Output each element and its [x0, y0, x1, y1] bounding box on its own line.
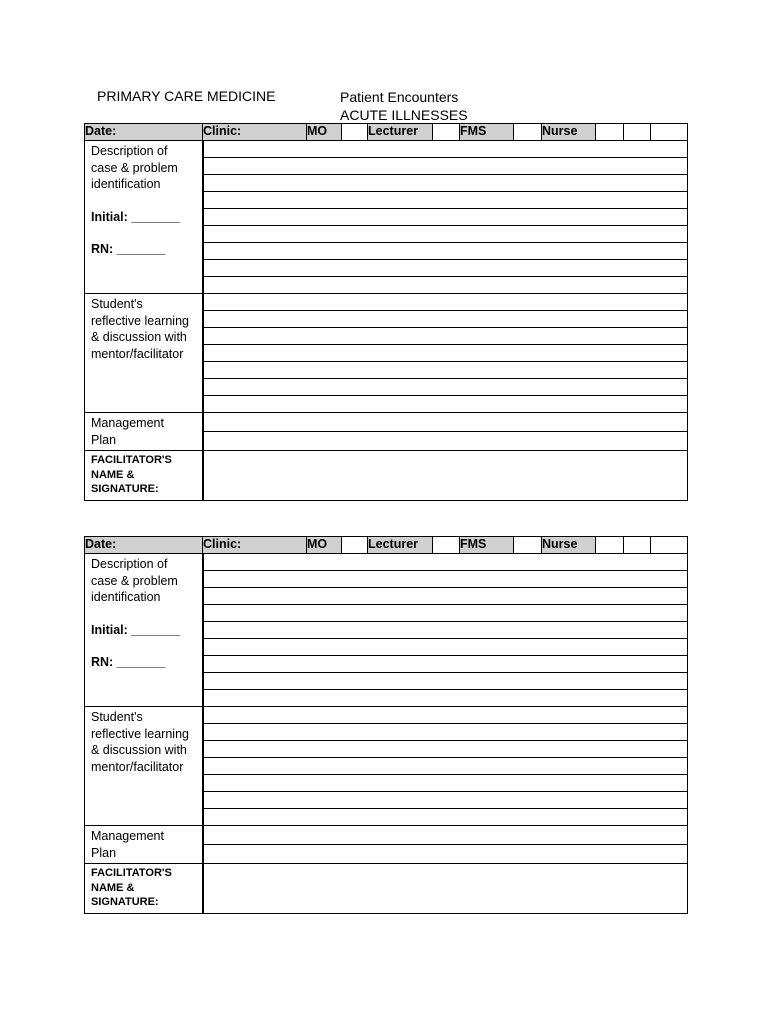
management-line[interactable] — [203, 432, 688, 451]
management-line[interactable] — [203, 413, 688, 432]
description-line[interactable] — [203, 209, 688, 226]
reflection-line[interactable] — [203, 345, 688, 362]
description-label: Description of case & problem identification Initial: _______ RN: _______ — [85, 554, 203, 707]
initial-label: Initial: _______ — [91, 622, 180, 637]
reflection-line[interactable] — [203, 724, 688, 741]
description-line[interactable] — [203, 673, 688, 690]
extra-cell[interactable] — [651, 537, 688, 554]
description-line[interactable] — [203, 588, 688, 605]
clinic-label: Clinic: — [203, 124, 307, 141]
description-line[interactable] — [203, 571, 688, 588]
subtitle-line-2: ACUTE ILLNESSES — [340, 107, 468, 123]
management-line[interactable] — [203, 845, 688, 864]
reflection-line[interactable] — [203, 311, 688, 328]
fms-checkbox[interactable] — [514, 537, 542, 554]
lecturer-label: Lecturer — [368, 537, 433, 554]
extra-cell[interactable] — [651, 124, 688, 141]
description-line[interactable] — [203, 192, 688, 209]
reflection-line[interactable] — [203, 809, 688, 826]
lecturer-checkbox[interactable] — [433, 537, 460, 554]
facilitator-label: FACILITATOR'S NAME & SIGNATURE: — [85, 451, 203, 501]
mo-checkbox[interactable] — [342, 537, 368, 554]
mo-checkbox[interactable] — [342, 124, 368, 141]
description-line[interactable] — [203, 277, 688, 294]
management-plan-label: Management Plan — [85, 826, 203, 864]
description-line[interactable] — [203, 243, 688, 260]
reflection-line[interactable] — [203, 379, 688, 396]
description-line[interactable] — [203, 690, 688, 707]
encounter-form-2 — [84, 536, 688, 914]
rn-label: RN: _______ — [91, 655, 166, 669]
date-label: Date: — [85, 537, 203, 554]
date-label: Date: — [85, 124, 203, 141]
facilitator-signature-field[interactable] — [203, 864, 688, 914]
reflection-line[interactable] — [203, 707, 688, 724]
description-line[interactable] — [203, 175, 688, 192]
nurse-checkbox[interactable] — [596, 537, 624, 554]
nurse-checkbox[interactable] — [596, 124, 624, 141]
reflection-line[interactable] — [203, 775, 688, 792]
fms-label: FMS — [460, 124, 514, 141]
reflection-line[interactable] — [203, 362, 688, 379]
description-line[interactable] — [203, 260, 688, 277]
facilitator-label: FACILITATOR'S NAME & SIGNATURE: — [85, 864, 203, 914]
page-subtitle — [340, 88, 468, 124]
reflection-line[interactable] — [203, 328, 688, 345]
fms-checkbox[interactable] — [514, 124, 542, 141]
nurse-label: Nurse — [542, 537, 596, 554]
description-line[interactable] — [203, 554, 688, 571]
lecturer-label: Lecturer — [368, 124, 433, 141]
extra-cell[interactable] — [624, 537, 651, 554]
reflection-line[interactable] — [203, 758, 688, 775]
page-title: PRIMARY CARE MEDICINE — [97, 88, 276, 104]
description-line[interactable] — [203, 622, 688, 639]
encounter-form-1 — [84, 123, 688, 501]
management-plan-label: Management Plan — [85, 413, 203, 451]
description-line[interactable] — [203, 639, 688, 656]
fms-label: FMS — [460, 537, 514, 554]
description-label: Description of case & problem identification Initial: _______ RN: _______ — [85, 141, 203, 294]
initial-label: Initial: _______ — [91, 209, 180, 224]
management-line[interactable] — [203, 826, 688, 845]
description-line[interactable] — [203, 158, 688, 175]
facilitator-signature-field[interactable] — [203, 451, 688, 501]
reflection-line[interactable] — [203, 741, 688, 758]
extra-cell[interactable] — [624, 124, 651, 141]
rn-label: RN: _______ — [91, 242, 166, 256]
mo-label: MO — [307, 537, 342, 554]
reflection-line[interactable] — [203, 396, 688, 413]
description-line[interactable] — [203, 226, 688, 243]
reflection-line[interactable] — [203, 792, 688, 809]
nurse-label: Nurse — [542, 124, 596, 141]
subtitle-line-1: Patient Encounters — [340, 89, 459, 105]
reflection-label: Student's reflective learning & discussion with mentor/facilitator — [85, 294, 203, 413]
reflection-line[interactable] — [203, 294, 688, 311]
description-line[interactable] — [203, 656, 688, 673]
lecturer-checkbox[interactable] — [433, 124, 460, 141]
clinic-label: Clinic: — [203, 537, 307, 554]
description-line[interactable] — [203, 605, 688, 622]
description-line[interactable] — [203, 141, 688, 158]
mo-label: MO — [307, 124, 342, 141]
reflection-label: Student's reflective learning & discussion with mentor/facilitator — [85, 707, 203, 826]
